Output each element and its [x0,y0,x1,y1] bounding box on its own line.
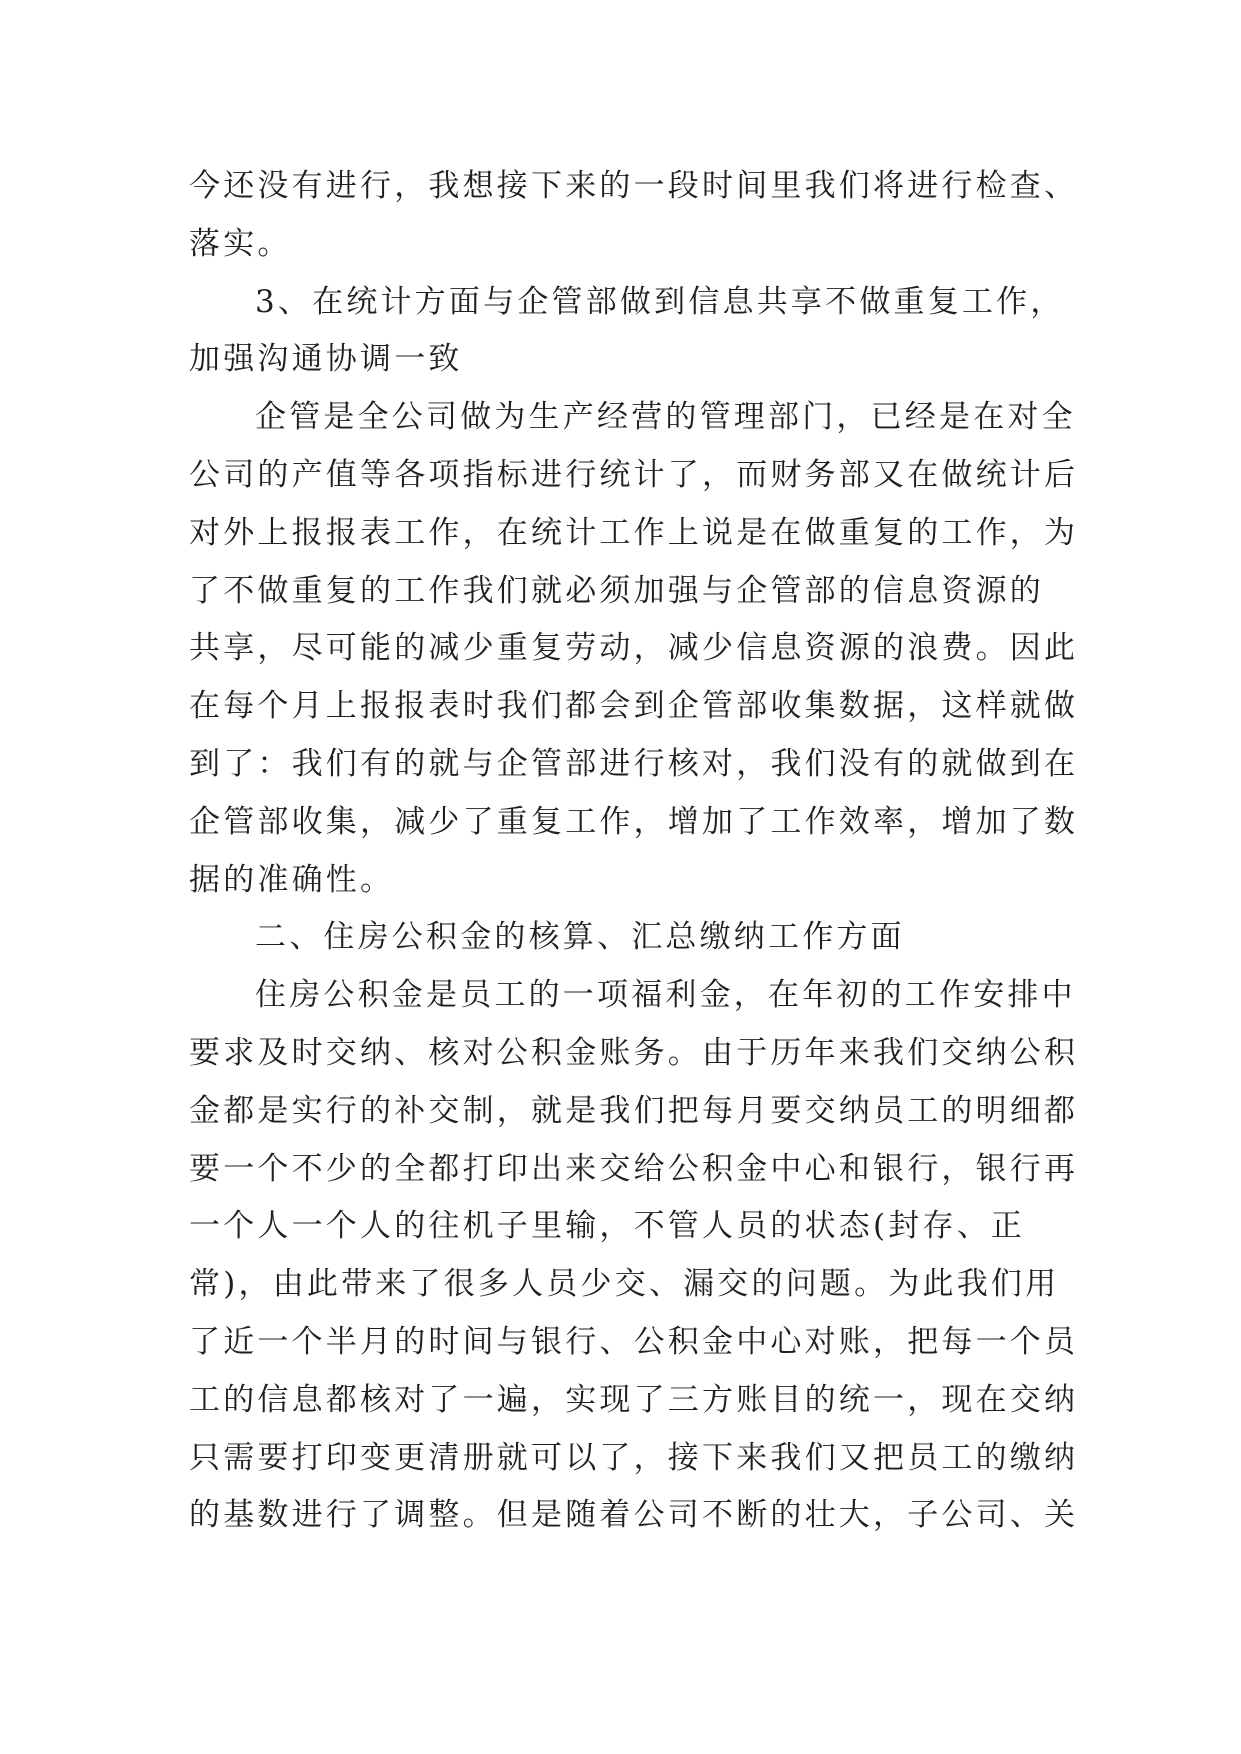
paragraph [189,909,1079,967]
text-line: 据的准确性。 [189,861,395,898]
text-line: 3、在统计方面与企管部做到信息共享不做重复工作， [255,283,1065,320]
paragraph [189,967,1079,1545]
text-line: 企管是全公司做为生产经营的管理部门，已经是在对全 [255,399,1076,436]
text-line: 只需要打印变更清册就可以了，接下来我们又把员工的缴纳 [189,1439,1079,1476]
text-line: 一个人一个人的往机子里输，不管人员的状态(封存、正 [189,1208,1026,1245]
text-line: 住房公积金是员工的一项福利金，在年初的工作安排中 [255,977,1076,1014]
text-line: 常)，由此带来了很多人员少交、漏交的问题。为此我们用 [189,1266,1060,1303]
text-line: 对外上报报表工作，在统计工作上说是在做重复的工作，为 [189,514,1079,551]
paragraph [189,389,1079,909]
text-line: 今还没有进行，我想接下来的一段时间里我们将进行检查、 [189,168,1079,204]
text-line: 共享，尽可能的减少重复劳动，减少信息资源的浪费。因此 [189,630,1079,667]
text-line: 加强沟通协调一致 [189,341,463,378]
text-line: 了近一个半月的时间与银行、公积金中心对账，把每一个员 [189,1323,1079,1360]
text-line: 金都是实行的补交制，就是我们把每月要交纳员工的明细都 [189,1092,1079,1129]
text-line: 落实。 [189,225,292,262]
text-line: 二、住房公积金的核算、汇总缴纳工作方面 [255,919,905,956]
text-line: 要一个不少的全都打印出来交给公积金中心和银行，银行再 [189,1150,1079,1187]
text-line: 公司的产值等各项指标进行统计了，而财务部又在做统计后 [189,456,1079,493]
text-line: 了不做重复的工作我们就必须加强与企管部的信息资源的 [189,572,1044,609]
text-line: 到了：我们有的就与企管部进行核对，我们没有的就做到在 [189,745,1079,782]
paragraph [189,274,1079,390]
text-line: 要求及时交纳、核对公积金账务。由于历年来我们交纳公积 [189,1034,1079,1071]
text-line: 的基数进行了调整。但是随着公司不断的壮大，子公司、关 [189,1497,1079,1534]
text-line: 工的信息都核对了一遍，实现了三方账目的统一，现在交纳 [189,1381,1079,1418]
document-body [189,158,1079,1545]
text-line: 在每个月上报报表时我们都会到企管部收集数据，这样就做 [189,688,1079,725]
paragraph [189,158,1079,274]
text-line: 企管部收集，减少了重复工作，增加了工作效率，增加了数 [189,803,1079,840]
